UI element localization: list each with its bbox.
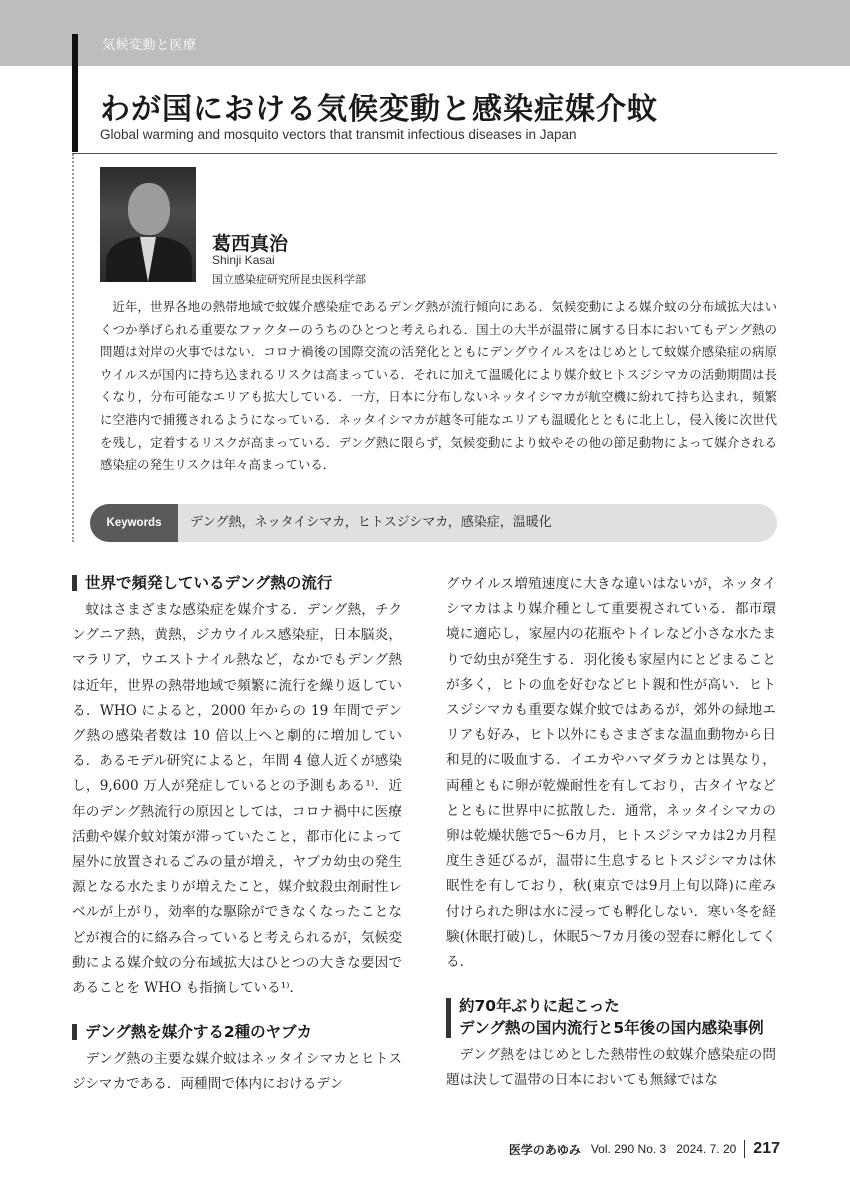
section-3-body: デング熱をはじめとした熱帯性の蚊媒介感染症の問題は決して温帯の日本においても無縁ではな [446, 1047, 776, 1089]
right-column [446, 572, 776, 1094]
abstract: 近年，世界各地の熱帯地域で蚊媒介感染症であるデング熱が流行傾向にある．気候変動による媒介蚊の分布域拡大はいくつか挙げられる重要なファクターのうちのひとつと考えられる．国土の大半が温帯に属する日本においてもデング熱の問題は対岸の火事ではない．コロナ禍後の国際交流の活発化とともにデングウイルスをはじめとして蚊媒介感染症の病原ウイルスが国内に持ち込まれるリスクは高まっている．それに加えて温暖化により媒介蚊ヒトスジシマカの活動期間は長くなり，分布可能なエリアも拡大している．一方，日本に分布しないネッタイシマカが航空機に紛れて持ち込まれ，頻繁に空港内で捕獲されるようになっている．ネッタイシマカが越冬可能なエリアも温暖化とともに北上し，侵入後に次世代を残し，定着するリスクが高まっている．デング熱に限らず，気候変動により蚊やその他の節足動物によって媒介される感染症の発生リスクは年々高まっている． [100, 299, 777, 473]
section-heading-3-line-1: 約70年ぶりに起こった [459, 997, 620, 1016]
keywords-bar [90, 504, 777, 542]
journal-name: 医学のあゆみ [508, 1142, 581, 1157]
section-gap [446, 975, 776, 995]
article-title: わが国における気候変動と感染症媒介蚊 [100, 92, 658, 127]
section-heading-3-line-2: デング熱の国内流行と5年後の国内感染事例 [459, 1019, 764, 1038]
author-photo-head [128, 183, 170, 235]
left-column [72, 572, 402, 1098]
keywords-text: デング熱，ネッタイシマカ，ヒトスジシマカ，感染症，温暖化 [190, 515, 552, 530]
section-heading-1: 世界で頻発しているデング熱の流行 [72, 572, 402, 594]
page-number: 217 [753, 1140, 780, 1157]
author-romaji: Shinji Kasai [212, 253, 275, 267]
top-banner [0, 0, 850, 66]
section-1-body: 蚊はさまざまな感染症を媒介する．デング熱，チクングニア熱，黄熱，ジカウイルス感染症，日本脳炎，マラリア，ウエストナイル熱など，なかでもデング熱は近年，世界の熱帯地域で頻繁に流行を繰り返している．WHO によると，2000 年からの 19 年間でデング熱の感染者数は 10 倍以上へと劇的に増加している．あるモデル研究によると，年間 4 億人近くが感染し，9,600 万人が発症しているとの予測もある¹⁾．近年のデング熱流行の原因としては，コロナ禍中に医療活動や媒介蚊対策が滞っていたこと，都市化によって屋外に放置されるごみの量が増え，ヤブカ幼虫の発生源となる水たまりが増えたこと，媒介蚊殺虫剤耐性レベルが上がり，効率的な駆除ができなくなったことなどが複合的に絡み合っていると考えられるが，気候変動による媒介蚊の分布域拡大はひとつの大きな要因であることを WHO も指摘している¹⁾． [72, 602, 402, 997]
section-2-body: デング熱の主要な媒介蚊はネッタイシマカとヒトスジシマカである．両種間で体内におけるデン [72, 1051, 402, 1093]
section-label: 気候変動と医療 [102, 38, 197, 53]
author-affiliation: 国立感染症研究所昆虫医科学部 [212, 273, 366, 286]
author-name: 葛西真治 [212, 233, 289, 255]
section-2-body-continued: グウイルス増殖速度に大きな違いはないが，ネッタイシマカはより媒介種として重要視されている．都市環境に適応し，家屋内の花瓶やトイレなど小さな水たまりで幼虫が発生する．羽化後も家屋内にとどまることが多く，ヒトの血を好むなどヒト親和性が高い．ヒトスジシマカも重要な媒介蚊ではあるが，郊外の緑地エリアも好み，ヒト以外にもさまざまな温血動物から日和見的に吸血する．イエカやハマダラカとは異なり，両種ともに卵が乾燥耐性を有しており，古タイヤなどとともに世界中に拡散した．通常，ネッタイシマカの卵は乾燥状態で5〜6カ月，ヒトスジシマカは2カ月程度生き延びるが，温帯に生息するヒトスジシマカは休眠性を有しており，秋(東京では9月上旬以降)に産み付けられた卵は水に浸っても孵化しない．寒い冬を経験(休眠打破)し，休眠5〜7カ月後の翌春に孵化してくる． [446, 576, 776, 971]
title-accent-bar [72, 34, 78, 152]
keywords-label: Keywords [90, 504, 178, 542]
section-gap [72, 1001, 402, 1021]
article-subtitle: Global warming and mosquito vectors that transmit infectious diseases in Japan [100, 127, 577, 142]
section-heading-3 [446, 995, 776, 1039]
journal-volume: Vol. 290 No. 3 [590, 1142, 667, 1156]
author-photo [100, 167, 196, 282]
page-footer [509, 1140, 780, 1158]
abstract-dotted-rule [72, 154, 74, 542]
footer-separator [744, 1140, 745, 1158]
journal-date: 2024. 7. 20 [676, 1142, 737, 1156]
section-heading-2: デング熱を媒介する2種のヤブカ [72, 1021, 402, 1043]
title-divider [72, 153, 777, 154]
